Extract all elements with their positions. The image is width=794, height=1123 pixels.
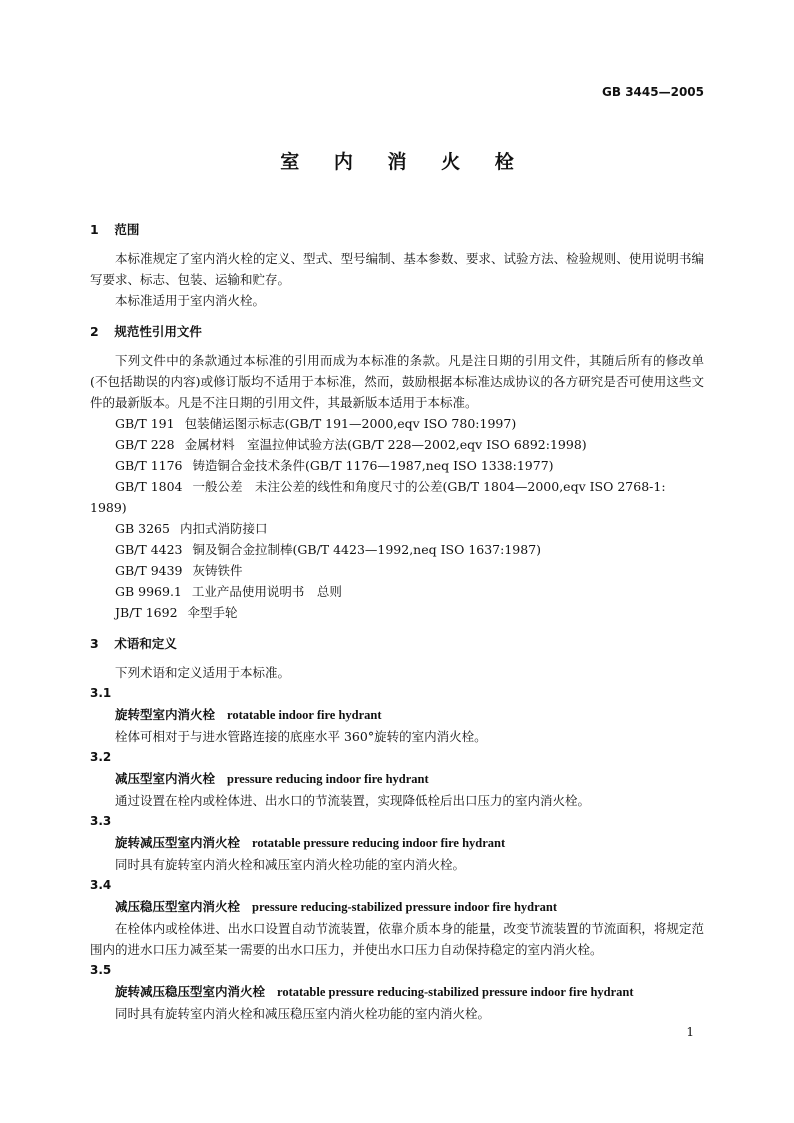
section-title: 范围 xyxy=(114,222,140,237)
reference-item xyxy=(90,434,704,455)
reference-code: GB/T 9439 xyxy=(115,563,183,578)
reference-item xyxy=(90,581,704,602)
reference-item xyxy=(90,560,704,581)
term-chinese: 旋转减压型室内消火栓 xyxy=(115,835,241,850)
scope-paragraph: 本标准规定了室内消火栓的定义、型式、型号编制、基本参数、要求、试验方法、检验规则、使用说明书编写要求、标志、包装、运输和贮存。 xyxy=(90,251,704,287)
term-definition: 栓体可相对于与进水管路连接的底座水平 360°旋转的室内消火栓。 xyxy=(115,729,487,744)
section-title: 术语和定义 xyxy=(114,636,177,651)
reference-item xyxy=(90,602,704,623)
terms-intro: 下列术语和定义适用于本标准。 xyxy=(115,665,291,680)
reference-title: 工业产品使用说明书 总则 xyxy=(191,584,342,599)
term-definition: 通过设置在栓内或栓体进、出水口的节流装置，实现降低栓后出口压力的室内消火栓。 xyxy=(115,793,591,808)
term-chinese: 旋转减压稳压型室内消火栓 xyxy=(115,984,266,999)
term-definition: 在栓体内或栓体进、出水口设置自动节流装置，依靠介质本身的能量，改变节流装置的节流面积，将规定范围内的进水口压力减至某一需要的出水口压力，并使出水口压力自动保持稳定的室内消火栓。 xyxy=(90,921,704,957)
reference-code: GB/T 1176 xyxy=(115,458,183,473)
term-number: 3.3 xyxy=(90,814,112,828)
section-number: 2 xyxy=(90,324,99,339)
term-chinese: 旋转型室内消火栓 xyxy=(115,707,216,722)
term-definition: 同时具有旋转室内消火栓和减压室内消火栓功能的室内消火栓。 xyxy=(115,857,466,872)
reference-code: GB/T 4423 xyxy=(115,542,183,557)
term-english: pressure reducing-stabilized pressure indoor fire hydrant xyxy=(252,900,558,914)
standard-code: GB 3445—2005 xyxy=(602,85,704,99)
document-body xyxy=(90,217,704,1024)
term-number: 3.4 xyxy=(90,878,112,892)
reference-title: 内扣式消防接口 xyxy=(179,521,268,536)
reference-code: GB 3265 xyxy=(115,521,170,536)
term-number: 3.2 xyxy=(90,750,112,764)
reference-code: GB/T 228 xyxy=(115,437,175,452)
term-chinese: 减压型室内消火栓 xyxy=(115,771,216,786)
reference-title: 灰铸铁件 xyxy=(192,563,243,578)
term-chinese: 减压稳压型室内消火栓 xyxy=(115,899,241,914)
term-english: rotatable pressure reducing-stabilized pressure indoor fire hydrant xyxy=(277,985,634,999)
reference-title: 金属材料 室温拉伸试验方法(GB/T 228—2002,eqv ISO 6892:1998) xyxy=(184,437,587,452)
section-heading-scope xyxy=(90,219,704,240)
section-heading-normative-references xyxy=(90,321,704,342)
term-number: 3.5 xyxy=(90,963,112,977)
reference-title: 伞型手轮 xyxy=(187,605,238,620)
reference-item xyxy=(90,476,704,518)
term-heading xyxy=(90,896,704,918)
term-english: pressure reducing indoor fire hydrant xyxy=(227,772,429,786)
reference-title: 铸造铜合金技术条件(GB/T 1176—1987,neq ISO 1338:1977) xyxy=(192,458,554,473)
page-number: 1 xyxy=(686,1025,694,1039)
reference-code: GB 9969.1 xyxy=(115,584,182,599)
reference-item xyxy=(90,539,704,560)
reference-code: JB/T 1692 xyxy=(115,605,178,620)
section-title: 规范性引用文件 xyxy=(114,324,202,339)
section-number: 1 xyxy=(90,222,99,237)
reference-title: 铜及铜合金拉制棒(GB/T 4423—1992,neq ISO 1637:1987) xyxy=(192,542,542,557)
term-heading xyxy=(90,704,704,726)
reference-code: GB/T 191 xyxy=(115,416,175,431)
reference-item xyxy=(90,455,704,476)
term-english: rotatable pressure reducing indoor fire hydrant xyxy=(252,836,506,850)
scope-paragraph: 本标准适用于室内消火栓。 xyxy=(115,293,266,308)
reference-title: 一般公差 未注公差的线性和角度尺寸的公差(GB/T 1804—2000,eqv ISO 2768-1: xyxy=(192,479,666,494)
term-heading xyxy=(90,981,704,1003)
section-number: 3 xyxy=(90,636,99,651)
reference-title: 包装储运图示标志(GB/T 191—2000,eqv ISO 780:1997) xyxy=(184,416,517,431)
term-english: rotatable indoor fire hydrant xyxy=(227,708,382,722)
reference-title-continuation: 1989) xyxy=(90,500,127,515)
document-title: 室 内 消 火 栓 xyxy=(280,151,528,173)
normative-refs-intro: 下列文件中的条款通过本标准的引用而成为本标准的条款。凡是注日期的引用文件，其随后所有的修改单(不包括勘误的内容)或修订版均不适用于本标准，然而，鼓励根据本标准达成协议的各方研究是否可使用这些文件的最新版本。凡是不注日期的引用文件，其最新版本适用于本标准。 xyxy=(90,353,704,410)
term-number: 3.1 xyxy=(90,686,112,700)
reference-item xyxy=(90,518,704,539)
reference-code: GB/T 1804 xyxy=(115,479,183,494)
section-heading-terms xyxy=(90,633,704,654)
term-heading xyxy=(90,768,704,790)
term-heading xyxy=(90,832,704,854)
term-definition: 同时具有旋转室内消火栓和减压稳压室内消火栓功能的室内消火栓。 xyxy=(115,1006,491,1021)
reference-item xyxy=(90,413,704,434)
